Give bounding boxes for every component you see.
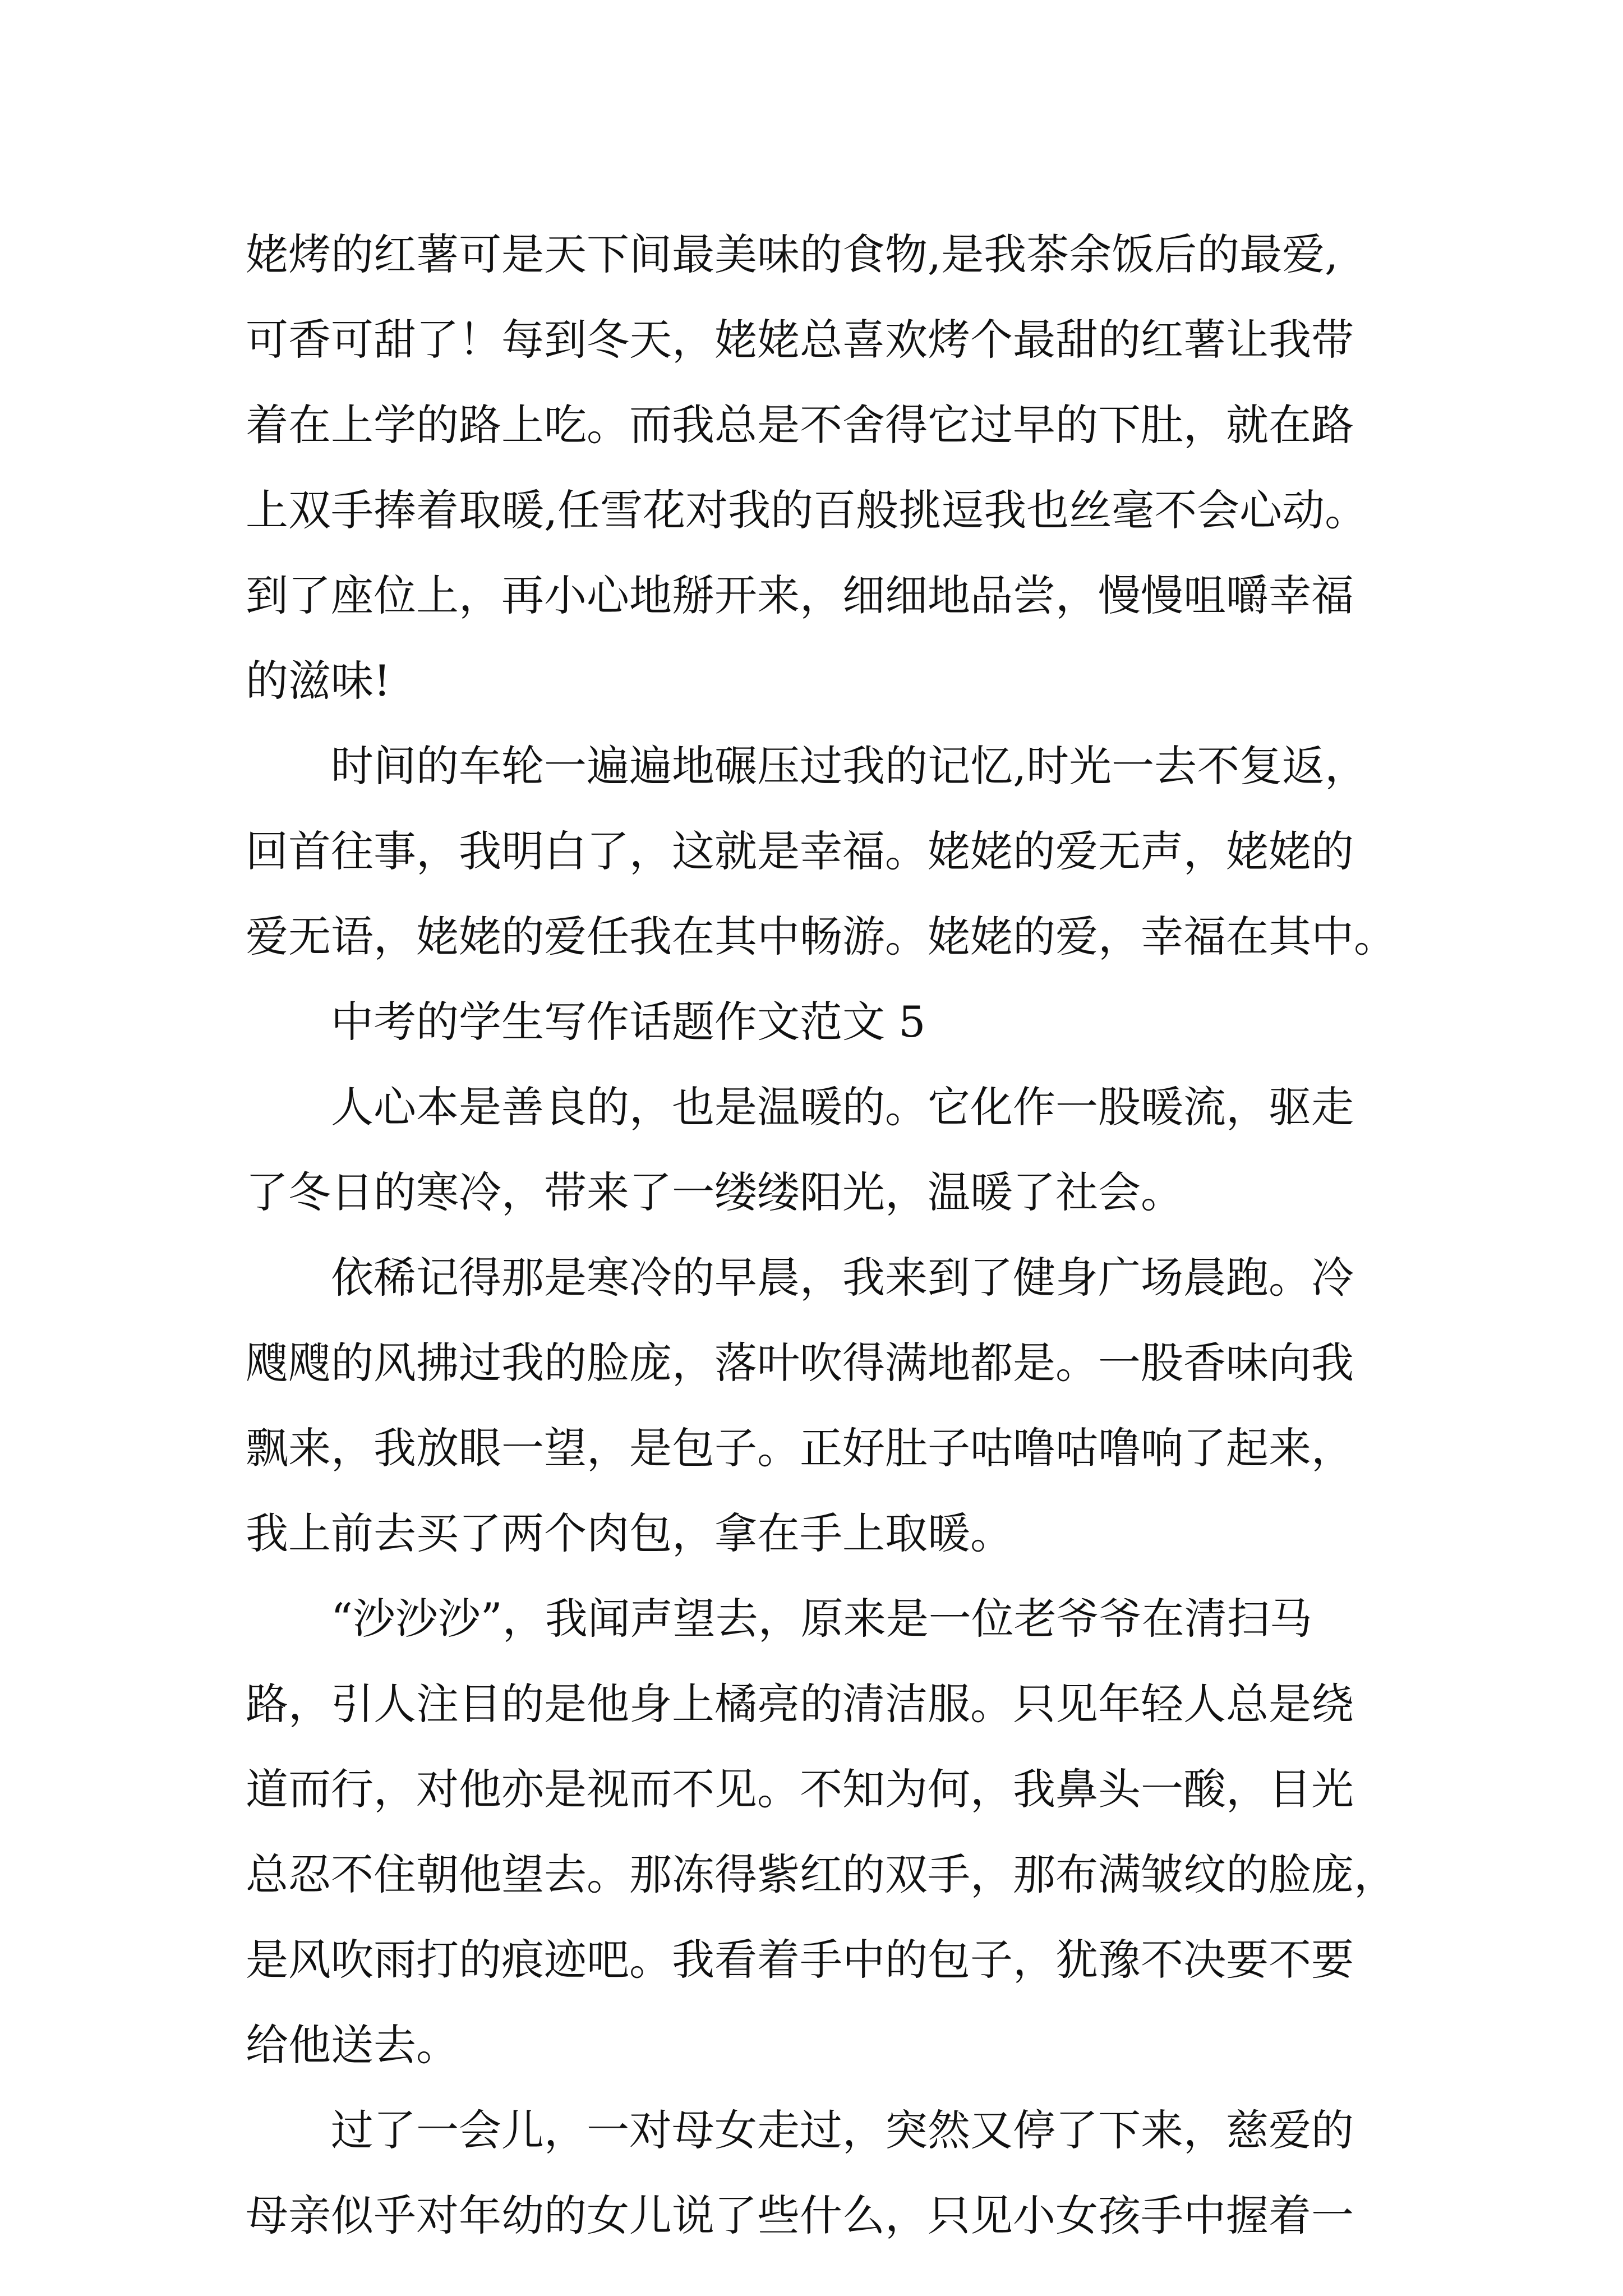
text-line: 回首往事，我明白了，这就是幸福。姥姥的爱无声，姥姥的 <box>246 826 1354 876</box>
text-line: 姥烤的红薯可是天下间最美味的食物,是我茶余饭后的最爱, <box>246 229 1339 279</box>
text-line: 总忍不住朝他望去。那冻得紫红的双手，那布满皱纹的脸庞， <box>246 1849 1396 1899</box>
text-line: 了冬日的寒冷，带来了一缕缕阳光，温暖了社会。 <box>246 1167 1183 1217</box>
text-line: 可香可甜了！每到冬天，姥姥总喜欢烤个最甜的红薯让我带 <box>246 315 1354 365</box>
paragraph-start: 过了一会儿，一对母女走过，突然又停了下来，慈爱的 <box>331 2105 1354 2155</box>
text-line: 是风吹雨打的痕迹吧。我看着手中的包子，犹豫不决要不要 <box>246 1935 1354 1985</box>
paragraph-start: 时间的车轮一遍遍地碾压过我的记忆,时光一去不复返， <box>331 741 1368 791</box>
paragraph-start: 依稀记得那是寒冷的早晨，我来到了健身广场晨跑。冷 <box>331 1253 1354 1303</box>
text-line: 爱无语，姥姥的爱任我在其中畅游。姥姥的爱，幸福在其中。 <box>246 912 1396 961</box>
text-line: 的滋味! <box>246 656 391 706</box>
section-heading: 中考的学生写作话题作文范文 5 <box>331 997 926 1047</box>
text-line: 着在上学的路上吃。而我总是不舍得它过早的下肚，就在路 <box>246 400 1354 450</box>
text-line: 路，引人注目的是他身上橘亮的清洁服。只见年轻人总是绕 <box>246 1679 1354 1729</box>
paragraph-start: 人心本是善良的，也是温暖的。它化作一股暖流，驱走 <box>331 1082 1354 1132</box>
text-line: 到了座位上，再小心地掰开来，细细地品尝，慢慢咀嚼幸福 <box>246 570 1354 620</box>
paragraph-start: “沙沙沙”，我闻声望去，原来是一位老爷爷在清扫马 <box>331 1594 1312 1644</box>
text-line: 上双手捧着取暖,任雪花对我的百般挑逗我也丝毫不会心动。 <box>246 485 1368 535</box>
text-line: 我上前去买了两个肉包，拿在手上取暖。 <box>246 1508 1013 1558</box>
text-line: 飕飕的风拂过我的脸庞，落叶吹得满地都是。一股香味向我 <box>246 1338 1354 1388</box>
text-line: 道而行，对他亦是视而不见。不知为何，我鼻头一酸，目光 <box>246 1764 1354 1814</box>
text-line: 飘来，我放眼一望，是包子。正好肚子咕噜咕噜响了起来， <box>246 1423 1354 1473</box>
text-line: 给他送去。 <box>246 2020 459 2070</box>
text-line: 母亲似乎对年幼的女儿说了些什么，只见小女孩手中握着一 <box>246 2191 1354 2240</box>
